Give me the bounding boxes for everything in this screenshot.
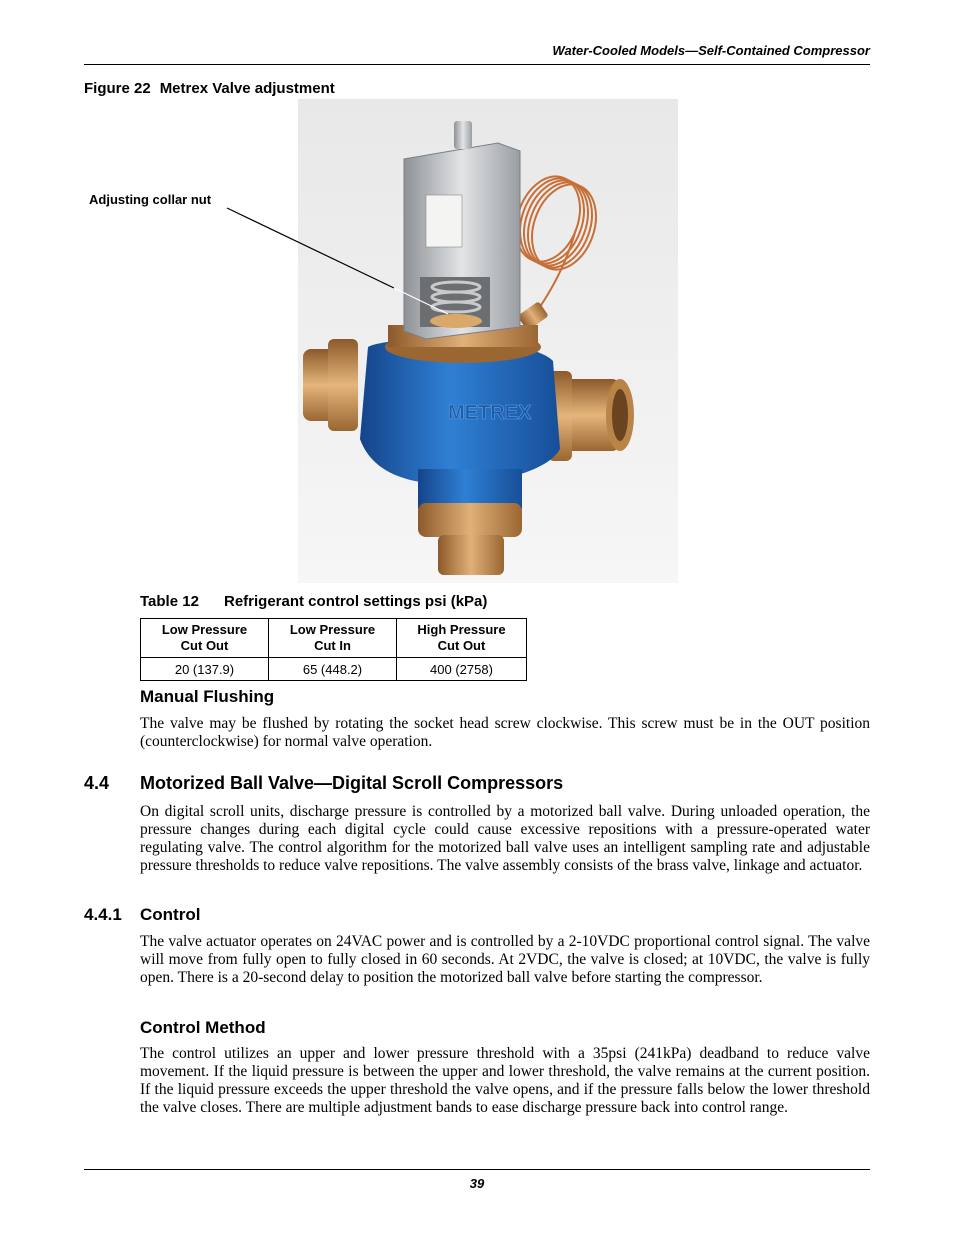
header-rule (84, 64, 870, 65)
table-title: Refrigerant control settings psi (kPa) (224, 593, 488, 610)
manual-flushing-text: The valve may be flushed by rotating the socket head screw clockwise. This screw must be in the OUT position (counterclockwise) for normal valve operation. (140, 715, 870, 750)
column-header (397, 619, 527, 658)
valve-marking: METREX (448, 402, 532, 424)
figure-caption (84, 80, 335, 97)
column-header-line2: Cut Out (180, 638, 229, 653)
figure-number: Figure 22 (84, 80, 151, 97)
section-4-4-1-heading (84, 905, 201, 925)
page-number: 39 (469, 1176, 485, 1191)
table-cell: 400 (2758) (397, 658, 527, 681)
callout-label: Adjusting collar nut (89, 192, 212, 207)
section-title: Motorized Ball Valve—Digital Scroll Compressors (140, 773, 564, 793)
column-header-line2: Cut Out (437, 638, 486, 653)
footer-rule (84, 1169, 870, 1170)
figure-title: Metrex Valve adjustment (159, 80, 335, 97)
column-header-line1: Low Pressure (289, 622, 376, 637)
section-4-4-text: On digital scroll units, discharge pressure is controlled by a motorized ball valve. During unloaded operation, the pressure changes during each digital cycle could cause excessive repositions with a pressure-operated water regulating valve. The control algorithm for the motorized ball valve uses an intelligent sampling rate and adjustable pressure thresholds to reduce valve repositions. The valve assembly consists of the brass valve, linkage and actuator. (140, 803, 870, 874)
column-header (269, 619, 397, 658)
column-header-line1: High Pressure (417, 622, 506, 637)
section-4-4-heading (84, 773, 564, 794)
control-method-text: The control utilizes an upper and lower pressure threshold with a 35psi (241kPa) deadband to reduce valve movement. If the liquid pressure is between the upper and lower threshold, the valve remains at the current position. If the liquid pressure exceeds the upper threshold the valve opens, and if the pressure falls below the lower threshold the valve closes. There are multiple adjustment bands to ease discharge pressure back into control range. (140, 1045, 870, 1116)
section-number: 4.4 (84, 773, 110, 793)
table-number: Table 12 (140, 593, 199, 610)
control-text: The valve actuator operates on 24VAC power and is controlled by a 2-10VDC proportional control signal. The valve will move from fully open to fully closed in 60 seconds. At 2VDC, the valve is closed; at 10VDC, the valve is fully open. There is a 20-second delay to position the motorized ball valve before starting the compressor. (140, 933, 870, 986)
table-cell: 65 (448.2) (269, 658, 397, 681)
section-number: 4.4.1 (84, 905, 122, 924)
column-header (141, 619, 269, 658)
column-header-line1: Low Pressure (161, 622, 248, 637)
running-header: Water-Cooled Models—Self-Contained Compressor (552, 43, 870, 58)
control-method-heading: Control Method (140, 1018, 266, 1037)
section-title: Control (140, 905, 201, 924)
table-cell: 20 (137.9) (141, 658, 269, 681)
table-caption (140, 593, 487, 610)
manual-flushing-heading: Manual Flushing (140, 687, 275, 706)
table-row (141, 658, 527, 681)
refrigerant-settings-table (140, 618, 527, 681)
metrex-valve-photo (298, 99, 678, 583)
table-header-row (141, 619, 527, 658)
column-header-line2: Cut In (314, 638, 351, 653)
